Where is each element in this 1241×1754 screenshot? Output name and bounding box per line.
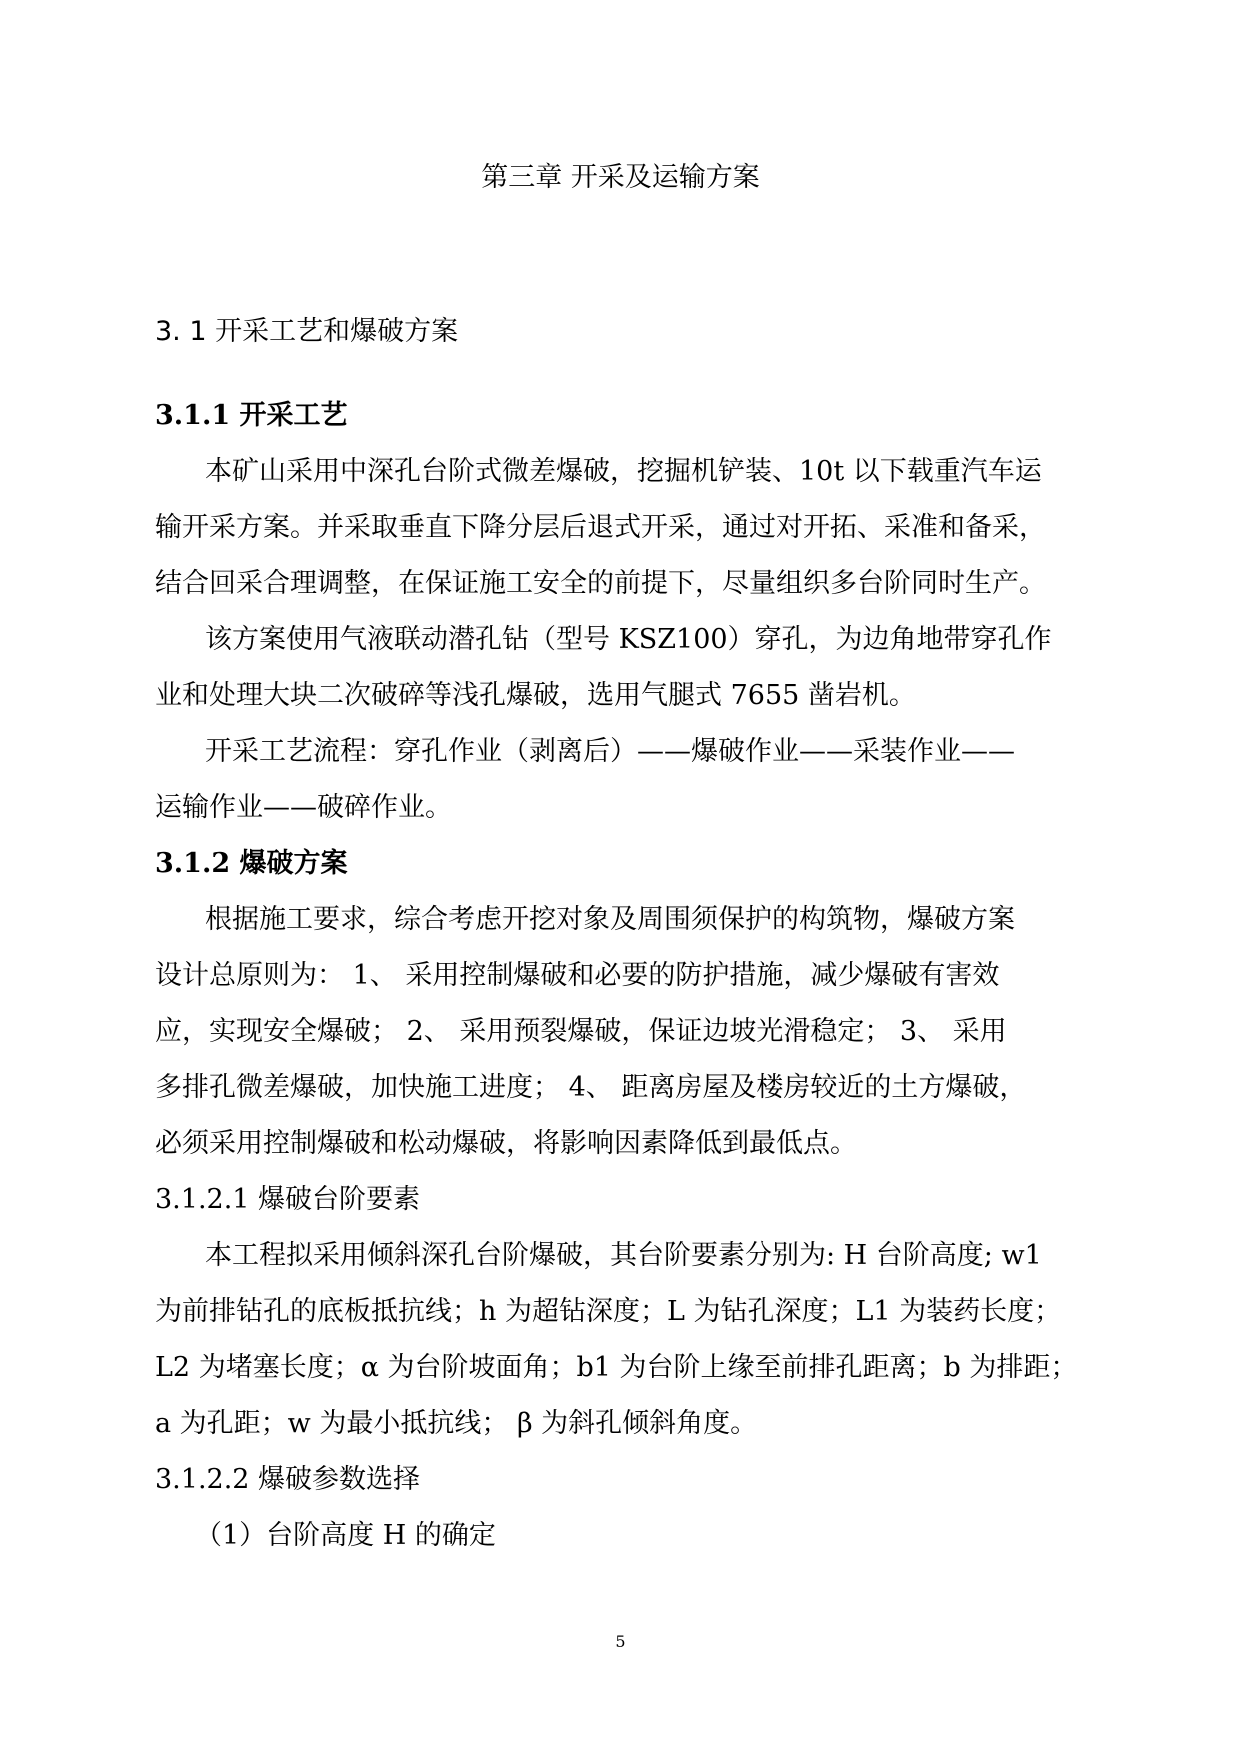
paragraph-line: 设计总原则为： 1、 采用控制爆破和必要的防护措施，减少爆破有害效 [155, 960, 1000, 991]
paragraph-line: 运输作业——破碎作业。 [155, 792, 452, 823]
paragraph-line: 本工程拟采用倾斜深孔台阶爆破，其台阶要素分别为: H 台阶高度; w1 [205, 1240, 1042, 1271]
section-heading-3-1-2-1: 3.1.2.1 爆破台阶要素 [155, 1184, 421, 1215]
section-heading-3-1-2-2: 3.1.2.2 爆破参数选择 [155, 1464, 421, 1495]
paragraph-line: 该方案使用气液联动潜孔钻（型号 KSZ100）穿孔，为边角地带穿孔作 [205, 624, 1052, 655]
paragraph-line: 必须采用控制爆破和松动爆破，将影响因素降低到最低点。 [155, 1128, 857, 1159]
paragraph-line: 结合回采合理调整，在保证施工安全的前提下，尽量组织多台阶同时生产。 [155, 568, 1046, 599]
chapter-title: 第三章 开采及运输方案 [481, 162, 760, 193]
list-item-1: （1）台阶高度 H 的确定 [195, 1520, 496, 1551]
paragraph-line: 本矿山采用中深孔台阶式微差爆破，挖掘机铲装、10t 以下载重汽车运 [205, 456, 1042, 487]
section-heading-3-1-2: 3.1.2 爆破方案 [155, 848, 348, 879]
paragraph-line: 业和处理大块二次破碎等浅孔爆破，选用气腿式 7655 凿岩机。 [155, 680, 916, 711]
section-heading-3-1: 3. 1 开采工艺和爆破方案 [155, 316, 459, 347]
paragraph-line: 多排孔微差爆破，加快施工进度； 4、 距离房屋及楼房较近的土方爆破， [155, 1072, 1027, 1103]
page-number: 5 [615, 1632, 626, 1651]
paragraph-line: 应，实现安全爆破； 2、 采用预裂爆破，保证边坡光滑稳定； 3、 采用 [155, 1016, 1007, 1047]
paragraph-line: L2 为堵塞长度；α 为台阶坡面角；b1 为台阶上缘至前排孔距离；b 为排距； [155, 1352, 1078, 1383]
paragraph-line: 根据施工要求，综合考虑开挖对象及周围须保护的构筑物，爆破方案 [205, 904, 1015, 935]
section-heading-3-1-1: 3.1.1 开采工艺 [155, 400, 348, 431]
paragraph-line: a 为孔距；w 为最小抵抗线； β 为斜孔倾斜角度。 [155, 1408, 758, 1439]
paragraph-line: 输开采方案。并采取垂直下降分层后退式开采，通过对开拓、采准和备采， [155, 512, 1046, 543]
paragraph-line: 开采工艺流程：穿孔作业（剥离后）——爆破作业——采装作业—— [205, 736, 1015, 767]
paragraph-line: 为前排钻孔的底板抵抗线；h 为超钻深度；L 为钻孔深度；L1 为装药长度； [155, 1296, 1062, 1327]
